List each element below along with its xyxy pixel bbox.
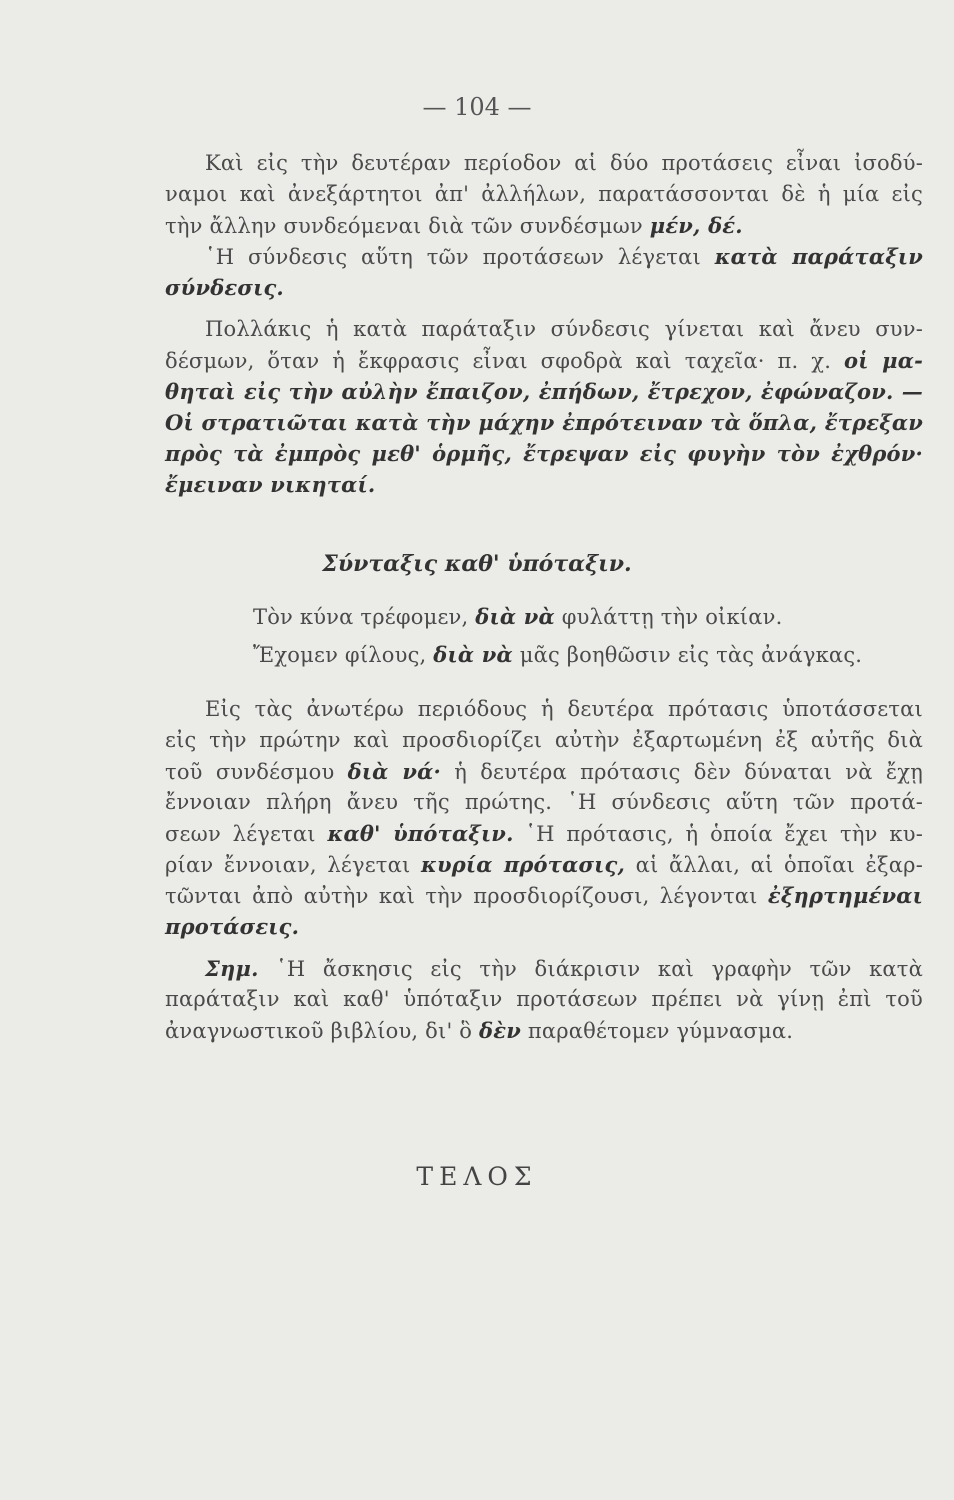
text-run: παραθέτομεν γύμνασμα. (520, 1019, 794, 1043)
text-run: Ἔχομεν φίλους, (253, 643, 434, 667)
text-run: αἱ ἄλλαι, αἱ ὁποῖαι ἐξαρ- (625, 853, 924, 877)
text-line (165, 880, 923, 912)
text-line: ναμοι καὶ ἀνεξάρτητοι ἀπ' ἀλλήλων, παρατάσσονται δὲ ἡ μία εἰς (165, 182, 923, 206)
text-line: πρὸς τὰ ἐμπρὸς μεθ' ὁρμῆς, ἔτρεψαν εἰς φυγὴν τὸν ἐχθρόν· (165, 441, 923, 466)
text-line: σύνδεσις. (165, 275, 284, 300)
text-line: θηταὶ εἰς τὴν αὐλὴν ἔπαιζον, ἐπήδων, ἔτρεχον, ἐφώναζον. — (165, 379, 923, 404)
emphasis: διὰ νά· (347, 759, 442, 784)
text-line: Πολλάκις ἡ κατὰ παράταξιν σύνδεσις γίνεται καὶ ἄνευ συν- (205, 317, 923, 341)
text-line (165, 756, 923, 788)
emphasis: μέν, δέ. (649, 213, 743, 238)
text-run: Τὸν κύνα τρέφομεν, (253, 605, 476, 629)
text-line (165, 849, 923, 881)
emphasis: διὰ νὰ (475, 604, 555, 629)
note-line (205, 953, 923, 985)
text-line: Οἱ στρατιῶται κατὰ τὴν μάχην ἐπρότειναν τὰ ὅπλα, ἔτρεξαν (165, 410, 923, 435)
emphasis: ἐξηρτημέναι (767, 883, 923, 908)
text-run: ἡ δευτέρα πρότασις δὲν δύναται νὰ ἔχῃ (441, 760, 923, 784)
example-line (253, 601, 954, 633)
text-line: προτάσεις. (165, 914, 300, 939)
note-line (165, 1015, 923, 1047)
page-number: — 104 — (422, 93, 532, 121)
text-run: ἀναγνωστικοῦ βιβλίου, δι' ὃ (165, 1019, 480, 1043)
emphasis: καθ' ὑπόταξιν. (327, 821, 514, 846)
text-line: εἰς τὴν πρώτην καὶ προσδιορίζει αὐτὴν ἐξαρτωμένη ἐξ αὐτῆς διὰ (165, 728, 923, 752)
text-line: Εἰς τὰς ἀνωτέρω περιόδους ἡ δευτέρα πρότασις ὑποτάσσεται (205, 697, 923, 721)
emphasis: δὲν (479, 1018, 521, 1043)
text-line (205, 241, 923, 273)
section-heading: Σύνταξις καθ' ὑπόταξιν. (322, 551, 632, 577)
emphasis: κατὰ παράταξιν (714, 244, 924, 269)
text-run: σεων λέγεται (165, 822, 328, 846)
text-run: τοῦ συνδέσμου (165, 760, 348, 784)
text-line (165, 818, 923, 850)
text-run: ῾Η πρότασις, ἡ ὁποία ἔχει τὴν κυ- (513, 822, 923, 846)
text-run: δέσμων, ὅταν ἡ ἔκφρασις εἶναι σφοδρὰ καὶ ταχεῖα· π. χ. (165, 349, 845, 373)
text-run: τὴν ἄλλην συνδεόμεναι διὰ τῶν συνδέσμων (165, 214, 650, 238)
text-run: μᾶς βοηθῶσιν εἰς τὰς ἀνάγκας. (512, 643, 863, 667)
note-line: παράταξιν καὶ καθ' ὑπόταξιν προτάσεων πρέπει νὰ γίνῃ ἐπὶ τοῦ (165, 987, 923, 1011)
end-title: ΤΕΛΟΣ (416, 1162, 538, 1191)
text-line: Καὶ εἰς τὴν δευτέραν περίοδον αἱ δύο προτάσεις εἶναι ἰσοδύ- (205, 151, 923, 175)
emphasis: οἱ μα- (844, 348, 923, 373)
emphasis: διὰ νὰ (433, 642, 513, 667)
text-run: ῾Η ἄσκησις εἰς τὴν διάκρισιν καὶ γραφὴν τῶν κατὰ (258, 957, 923, 981)
text-line (165, 210, 923, 242)
text-run: τῶνται ἀπὸ αὐτὴν καὶ τὴν προσδιορίζουσι, λέγονται (165, 884, 768, 908)
text-line: ἔννοιαν πλήρη ἄνευ τῆς πρώτης. ῾Η σύνδεσις αὕτη τῶν προτά- (165, 790, 923, 814)
example-line (253, 639, 954, 671)
emphasis: κυρία πρότασις, (421, 852, 626, 877)
text-run: φυλάττῃ τὴν οἰκίαν. (554, 605, 783, 629)
text-run: ρίαν ἔννοιαν, λέγεται (165, 853, 422, 877)
note-label: Σημ. (205, 956, 259, 981)
text-run: ῾Η σύνδεσις αὕτη τῶν προτάσεων λέγεται (205, 245, 715, 269)
text-line (165, 345, 923, 377)
text-line: ἔμειναν νικηταί. (165, 472, 376, 497)
